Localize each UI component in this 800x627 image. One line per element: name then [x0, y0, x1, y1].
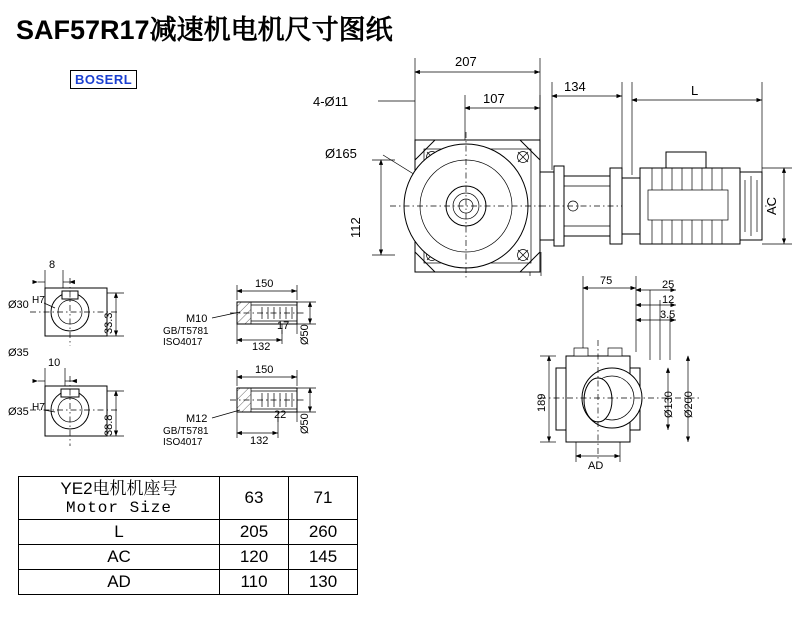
motor-body [622, 152, 762, 244]
svg-text:134: 134 [564, 79, 586, 94]
svg-text:Ø50: Ø50 [299, 324, 311, 345]
svg-text:ISO4017: ISO4017 [163, 337, 203, 348]
svg-text:AD: AD [588, 460, 604, 472]
table-header-label [19, 477, 220, 520]
svg-text:207: 207 [455, 54, 477, 69]
row-L-63: 205 [220, 519, 289, 544]
row-AC-63: 120 [220, 544, 289, 569]
svg-text:Ø35: Ø35 [8, 347, 29, 359]
svg-text:Ø165: Ø165 [325, 146, 357, 161]
svg-text:25: 25 [662, 279, 675, 291]
row-label-AC: AC [19, 544, 220, 569]
svg-text:150: 150 [255, 278, 274, 290]
table-row [19, 544, 358, 569]
svg-text:H7: H7 [32, 295, 45, 306]
table-header-col1: 63 [220, 477, 289, 520]
hollow-shaft-b [163, 364, 316, 448]
svg-text:12: 12 [662, 294, 675, 306]
svg-text:75: 75 [600, 275, 613, 287]
table-row [19, 569, 358, 594]
page-title: SAF57R17减速机电机尺寸图纸 [16, 15, 393, 45]
row-AD-63: 110 [220, 569, 289, 594]
row-AD-71: 130 [289, 569, 358, 594]
spec-table [18, 476, 358, 595]
svg-text:8: 8 [49, 259, 56, 271]
svg-text:Ø200: Ø200 [683, 391, 695, 418]
svg-text:38.8: 38.8 [103, 414, 115, 436]
shaft-section-2 [8, 357, 124, 446]
header-label-cn: YE2电机机座号 [60, 479, 178, 498]
hollow-shaft-a [163, 278, 316, 353]
table-row [19, 519, 358, 544]
callout-bolt-holes [313, 94, 415, 109]
dim-AC [762, 168, 792, 244]
dim-75 [583, 275, 636, 352]
dim-189 [536, 356, 556, 442]
brand-logo: BOSERL [70, 70, 137, 89]
svg-text:189: 189 [536, 393, 548, 412]
row-L-71: 260 [289, 519, 358, 544]
svg-text:33.3: 33.3 [103, 312, 115, 334]
svg-text:10: 10 [48, 357, 61, 369]
table-header-col2: 71 [289, 477, 358, 520]
svg-text:ISO4017: ISO4017 [163, 437, 203, 448]
svg-text:107: 107 [483, 91, 505, 106]
header-label-en: Motor Size [65, 498, 172, 517]
svg-text:Ø50: Ø50 [299, 413, 311, 434]
side-view [536, 275, 700, 472]
svg-text:132: 132 [252, 341, 271, 353]
svg-text:17: 17 [277, 320, 290, 332]
row-label-L: L [19, 519, 220, 544]
svg-text:H7: H7 [32, 402, 45, 413]
dim-134 [552, 79, 622, 170]
svg-text:Ø35: Ø35 [8, 406, 29, 418]
gearbox-body [390, 132, 545, 280]
svg-text:132: 132 [250, 435, 269, 447]
svg-text:GB/T5781: GB/T5781 [163, 326, 209, 337]
svg-text:150: 150 [255, 364, 274, 376]
svg-text:4-Ø11: 4-Ø11 [313, 94, 349, 109]
dim-112 [348, 160, 395, 255]
dim-25 [636, 279, 676, 360]
row-label-AD: AD [19, 569, 220, 594]
table-row [19, 477, 358, 520]
svg-text:M12: M12 [186, 413, 208, 425]
svg-text:Ø130: Ø130 [663, 391, 675, 418]
svg-text:3.5: 3.5 [660, 309, 676, 321]
row-AC-71: 145 [289, 544, 358, 569]
svg-text:Ø30: Ø30 [8, 299, 29, 311]
svg-text:AC: AC [764, 196, 779, 215]
shaft-section-1 [8, 259, 124, 359]
svg-text:GB/T5781: GB/T5781 [163, 426, 209, 437]
dim-d130-d200 [663, 356, 695, 442]
svg-text:M10: M10 [186, 313, 208, 325]
svg-text:L: L [691, 83, 699, 98]
svg-text:112: 112 [348, 217, 363, 238]
svg-text:22: 22 [274, 409, 287, 421]
